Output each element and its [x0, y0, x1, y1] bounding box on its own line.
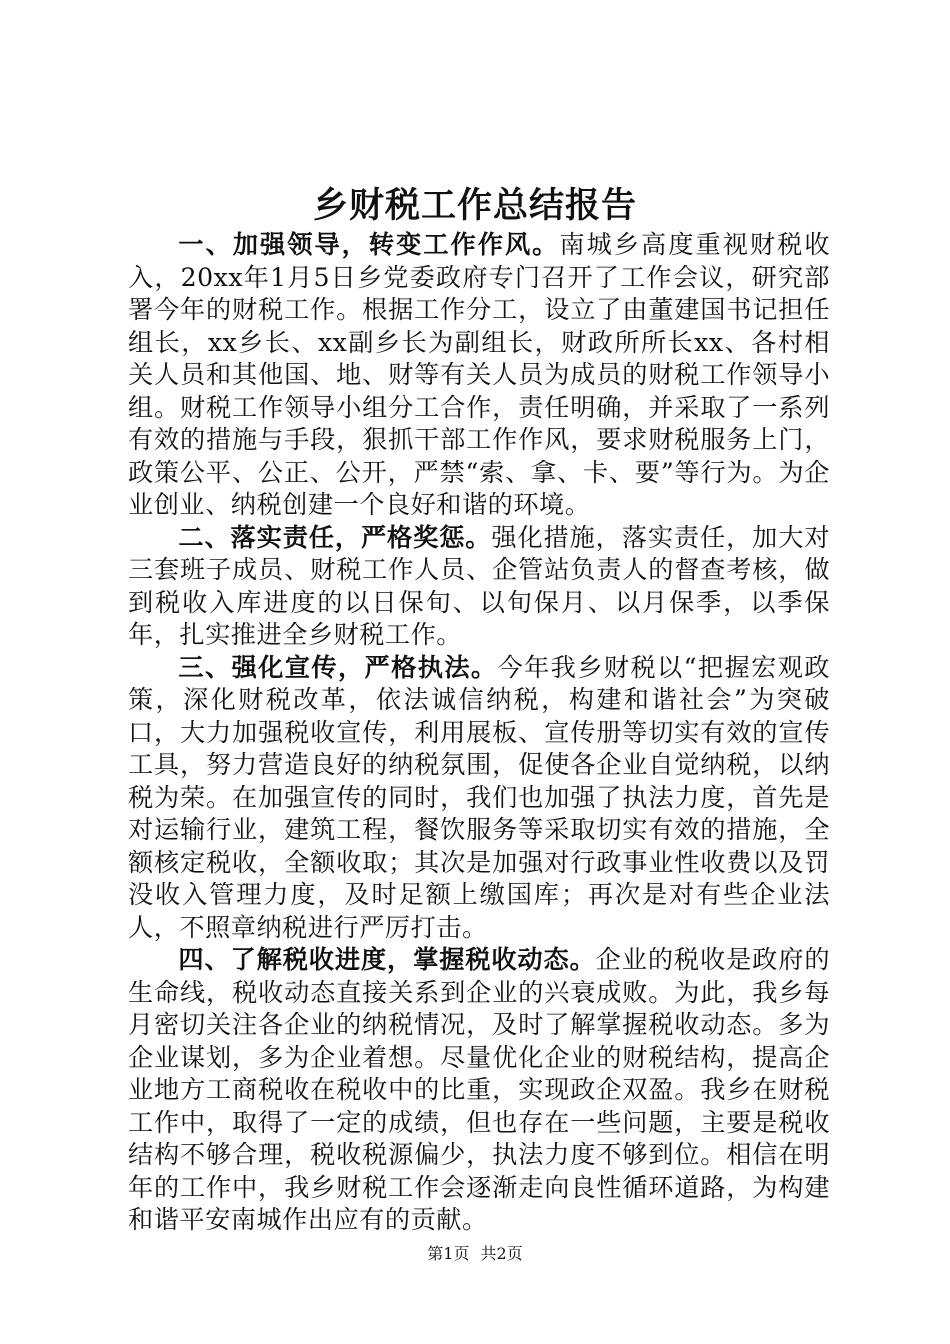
- paragraph-1-text: 南城乡高度重视财税收入，20xx年1月5日乡党委政府专门召开了工作会议，研究部署今年的财税工作。根据工作分工，设立了由董建国书记担任组长，xx乡长、xx副乡长为副组长，财政所所长xx、各村相关人员和其他国、地、财等有关人员为成员的财税工作领导小组。财税工作领导小组分工合作，责任明确，并采取了一系列有效的措施与手段，狠抓干部工作作风，要求财税服务上门，政策公平、公正、公开，严禁“索、拿、卡、要”等行为。为企业创业、纳税创建一个良好和谐的环境。: [128, 230, 831, 519]
- page-number: 第1页: [427, 1244, 470, 1263]
- paragraph-2: [128, 522, 830, 652]
- paragraph-1-heading: 一、加强领导，转变工作作风。: [178, 230, 560, 259]
- paragraph-4-text: 企业的税收是政府的生命线，税收动态直接关系到企业的兴衰成败。为此，我乡每月密切关注各企业的纳税情况，及时了解掌握税收动态。多为企业谋划，多为企业着想。尽量优化企业的财税结构，提高企业地方工商税收在税收中的比重，实现政企双盈。我乡在财税工作中，取得了一定的成绩，但也存在一些问题，主要是税收结构不够合理，税收税源偏少，执法力度不够到位。相信在明年的工作中，我乡财税工作会逐渐走向良性循环道路，为构建和谐平安南城作出应有的贡献。: [128, 945, 830, 1234]
- paragraph-3-heading: 三、强化宣传，严格执法。: [178, 652, 498, 682]
- paragraph-2-text: 强化措施，落实责任，加大对三套班子成员、财税工作人员、企管站负责人的督查考核，做到税收入库进度的以日保旬、以旬保月、以月保季，以季保年，扎实推进全乡财税工作。: [128, 522, 831, 649]
- paragraph-1: [128, 229, 830, 522]
- document-body: [128, 229, 830, 1237]
- paragraph-4: [128, 944, 830, 1237]
- paragraph-3: [128, 652, 830, 945]
- page-footer: [0, 1243, 950, 1265]
- paragraph-3-text: 今年我乡财税以“把握宏观政策，深化财税改革，依法诚信纳税，构建和谐社会”为突破口，大力加强税收宣传，利用展板、宣传册等切实有效的宣传工具，努力营造良好的纳税氛围，促使各企业自觉纳税，以纳税为荣。在加强宣传的同时，我们也加强了执法力度，首先是对运输行业，建筑工程，餐饮服务等采取切实有效的措施，全额核定税收，全额收取；其次是加强对行政事业性收费以及罚没收入管理力度，及时足额上缴国库；再次是对有些企业法人，不照章纳税进行严厉打击。: [128, 652, 830, 942]
- paragraph-2-heading: 二、落实责任，严格奖惩。: [178, 522, 492, 552]
- document-title: 乡财税工作总结报告: [312, 186, 637, 226]
- paragraph-4-heading: 四、了解税收进度，掌握税收动态。: [178, 945, 596, 974]
- page-total: 共2页: [480, 1244, 523, 1263]
